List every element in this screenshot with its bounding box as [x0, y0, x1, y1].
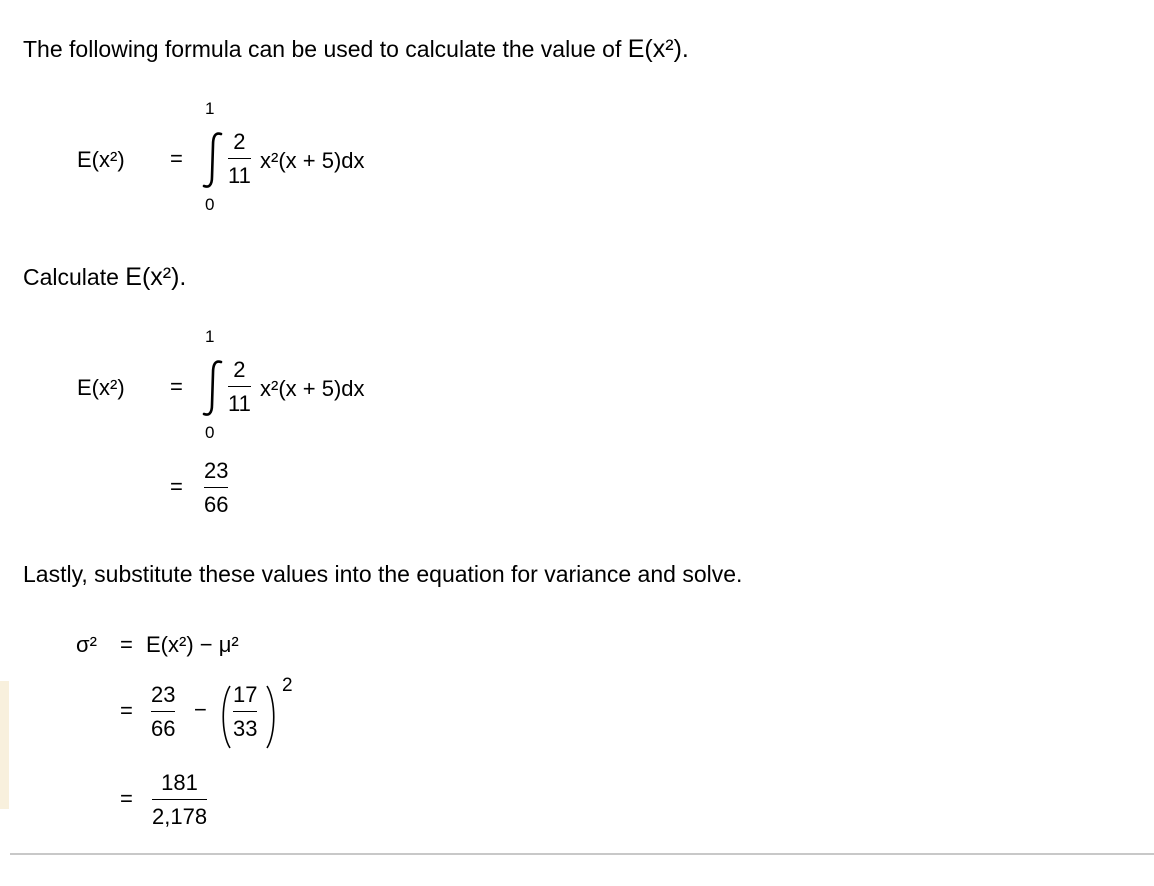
variance-final	[152, 772, 207, 828]
formula2-coef-numerator: 2	[233, 357, 246, 382]
variance-frac2-bar	[233, 711, 257, 712]
formula1-lower-limit: 0	[205, 195, 215, 214]
variance-equals-1: =	[120, 632, 133, 657]
formula2-result-bar	[204, 487, 228, 488]
variance-frac1-bar	[151, 711, 175, 712]
formula2-lhs: E(x²)	[77, 375, 125, 400]
bottom-divider	[10, 853, 1154, 855]
variance-frac2-denominator: 33	[233, 716, 258, 741]
formula1-lhs: E(x²)	[77, 147, 125, 172]
formula2-result	[204, 460, 228, 516]
formula1-upper-limit: 1	[205, 99, 215, 118]
calculate-text: Calculate	[23, 264, 119, 290]
variance-exponent: 2	[282, 675, 293, 696]
formula1-integrand: x²(x + 5)dx	[260, 148, 365, 173]
variance-rhs-1: E(x²) − μ²	[146, 632, 239, 657]
variance-left-paren	[218, 684, 234, 750]
formula1-equals: =	[170, 146, 183, 171]
lastly-sentence: Lastly, substitute these values into the equation for variance and solve.	[23, 561, 743, 587]
formula2-upper-limit: 1	[205, 327, 215, 346]
formula1-coef-numerator: 2	[233, 129, 246, 154]
variance-fraction-2	[233, 684, 257, 740]
calculate-sentence	[23, 265, 186, 290]
calculate-expression: E(x²).	[125, 263, 187, 291]
formula1-integral-sign	[201, 131, 225, 189]
intro-expression: E(x²).	[627, 35, 689, 63]
formula2-result-denominator: 66	[204, 492, 229, 517]
formula1-coefficient	[228, 131, 251, 187]
formula2-integrand: x²(x + 5)dx	[260, 376, 365, 401]
formula2-result-equals: =	[170, 474, 183, 499]
formula1-coef-denominator: 11	[228, 163, 251, 188]
formula2-result-numerator: 23	[204, 458, 229, 483]
variance-frac2-numerator: 17	[233, 682, 258, 707]
variance-right-paren	[264, 684, 280, 750]
variance-frac1-denominator: 66	[151, 716, 176, 741]
variance-fraction-1	[151, 684, 175, 740]
formula2-coef-bar	[228, 386, 251, 387]
variance-lhs: σ²	[76, 632, 97, 657]
variance-minus: −	[194, 697, 207, 722]
left-accent-bar	[0, 681, 9, 809]
variance-final-denominator: 2,178	[152, 804, 208, 829]
formula2-lower-limit: 0	[205, 423, 215, 442]
formula2-coefficient	[228, 359, 251, 415]
formula2-coef-denominator: 11	[228, 391, 251, 416]
intro-sentence	[23, 37, 689, 62]
formula1-coef-bar	[228, 158, 251, 159]
variance-equals-2: =	[120, 698, 133, 723]
formula2-integral-sign	[201, 359, 225, 417]
intro-text: The following formula can be used to calculate the value of	[23, 36, 622, 62]
variance-equals-3: =	[120, 786, 133, 811]
formula2-equals: =	[170, 374, 183, 399]
variance-final-numerator: 181	[161, 770, 198, 795]
variance-final-bar	[152, 799, 207, 800]
variance-frac1-numerator: 23	[151, 682, 176, 707]
